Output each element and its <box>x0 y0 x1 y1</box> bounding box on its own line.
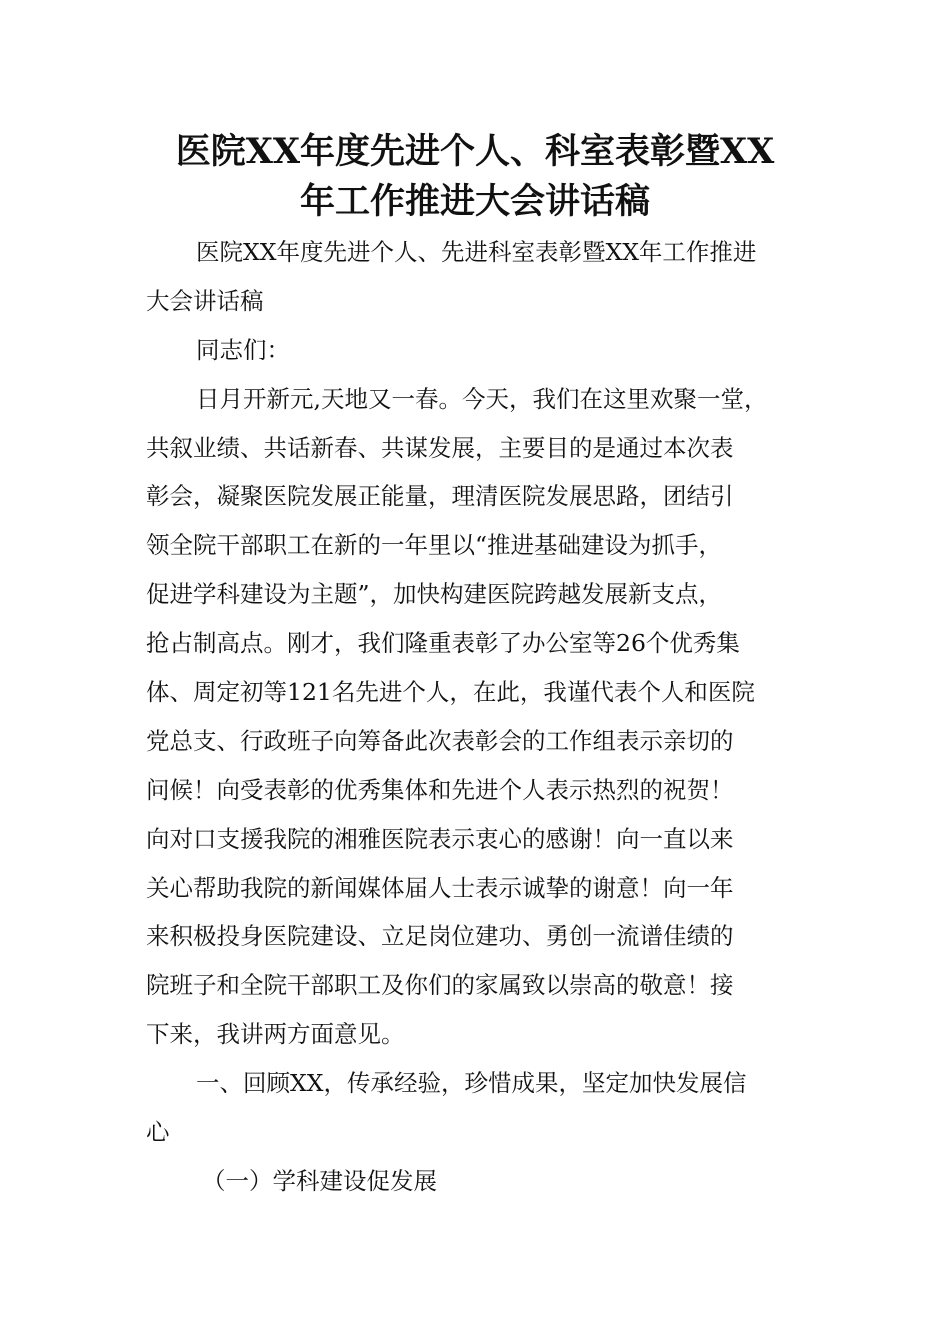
greeting-line: 同志们： <box>196 335 290 364</box>
body-line: 促进学科建设为主题”，加快构建医院跨越发展新支点， <box>146 580 723 609</box>
document-title <box>120 127 830 227</box>
body-line: 领全院干部职工在新的一年里以“推进基础建设为抓手， <box>146 531 723 560</box>
body-line: 向对口支援我院的湘雅医院表示衷心的感谢！向一直以来 <box>146 824 734 853</box>
body-line: 彰会，凝聚医院发展正能量，理清医院发展思路，团结引 <box>146 482 734 511</box>
title-line: 年工作推进大会讲话稿 <box>299 181 650 222</box>
body-line: 医院XX年度先进个人、先进科室表彰暨XX年工作推进 <box>196 238 757 266</box>
document-body <box>146 228 816 1206</box>
title-line: 医院XX年度先进个人、科室表彰暨XX <box>175 131 775 172</box>
body-line: 大会讲话稿 <box>146 286 264 315</box>
section-heading-line: 一、回顾XX，传承经验，珍惜成果，坚定加快发展信 <box>196 1069 747 1098</box>
body-line: 日月开新元,天地又一春。今天，我们在这里欢聚一堂， <box>196 384 768 413</box>
body-line: 问候！向受表彰的优秀集体和先进个人表示热烈的祝贺！ <box>146 775 734 804</box>
body-line: 体、周定初等121名先进个人，在此，我谨代表个人和医院 <box>146 678 755 707</box>
body-line: 院班子和全院干部职工及你们的家属致以崇高的敬意！接 <box>146 971 734 1000</box>
subsection-heading: （一）学科建设促发展 <box>202 1166 437 1195</box>
section-heading-line: 心 <box>146 1118 170 1147</box>
body-line: 共叙业绩、共话新春、共谋发展，主要目的是通过本次表 <box>146 433 734 462</box>
body-line: 关心帮助我院的新闻媒体届人士表示诚挚的谢意！向一年 <box>146 873 734 902</box>
body-line: 下来，我讲两方面意见。 <box>146 1020 405 1049</box>
body-line: 党总支、行政班子向筹备此次表彰会的工作组表示亲切的 <box>146 726 734 755</box>
body-line: 抢占制高点。刚才，我们隆重表彰了办公室等26个优秀集 <box>146 629 740 658</box>
body-line: 来积极投身医院建设、立足岗位建功、勇创一流谱佳绩的 <box>146 922 734 951</box>
